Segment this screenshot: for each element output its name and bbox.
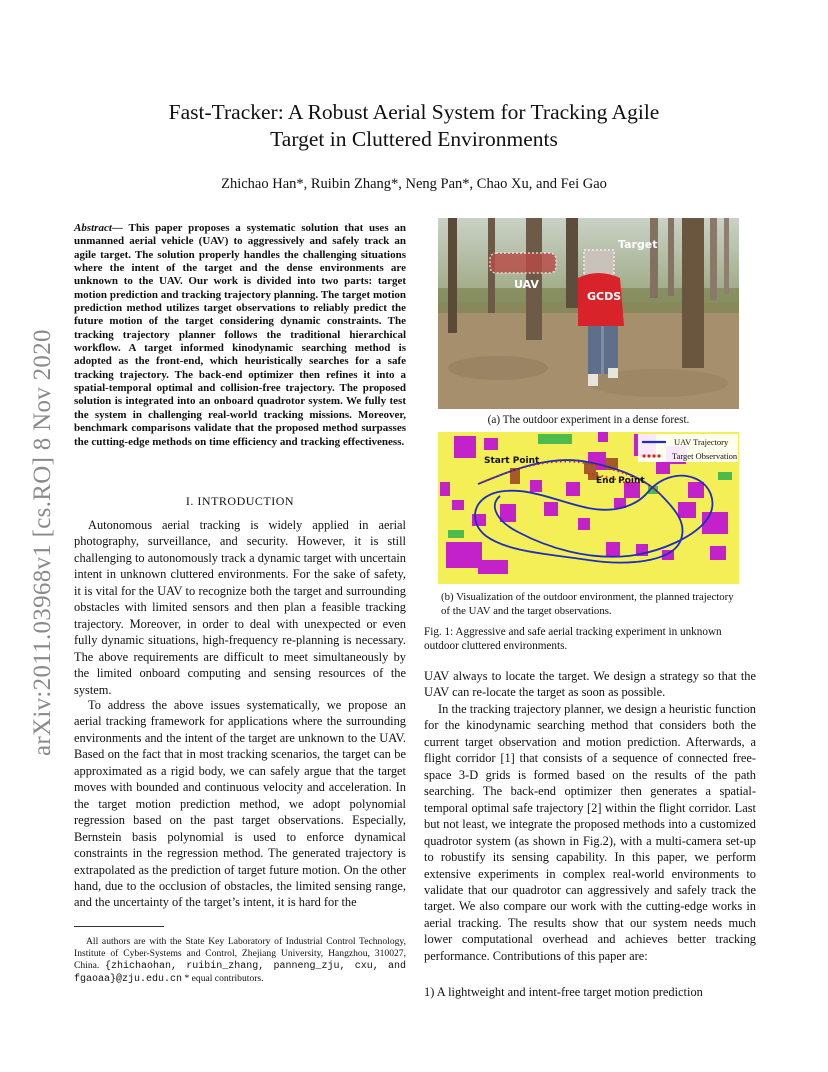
footnote-emails: {zhichaohan, ruibin_zhang, panneng_zju, cxu, and fgaoaa}@zju.edu.cn bbox=[74, 961, 407, 985]
title-line-1: Fast-Tracker: A Robust Aerial System for Tracking Agile bbox=[168, 100, 660, 124]
figure-caption-b: (b) Visualization of the outdoor environment, the planned trajectory of the UAV and the target observations. bbox=[441, 591, 734, 617]
intro-paragraph-2: To address the above issues systematically, we propose an aerial tracking framework for applications where the surrounding environments and the intent of the target are unknown to the UAV. Based on the fact that in most tracking scenarios, the target can be approximated as a rigid body, we can safely argue that the target moves with bounded and continuous velocity and acceleration. In the target motion prediction method, we adopt polynomial regression based on the past target observations. Especially, Bernstein basis polynomial is used to enforce dynamical constraints in the regression method. The generated trajectory is extrapolated as the prediction of target future motion. On the other hand, due to the occlusion of obstacles, the limited sensing range, and the uncertainty of the target’s intent, it is hard for the bbox=[74, 698, 406, 910]
intro-paragraph-1: Autonomous aerial tracking is widely applied in aerial photography, surveillance, and security. However, it is still challenging to autonomously track a dynamic target with uncertain intent in unknown cluttered environments. For the sake of safety, it is vital for the UAV to recognize both the target and surrounding obstacles with limited sensors and then plan a feasible tracking trajectory. Moreover, in order to deal with unexpected or even fully dynamic situations, high-frequency re-planning is necessary. The above requirements are difficult to meet simultaneously by the limited onboard computing and sensing resources of the system. bbox=[74, 518, 406, 697]
footnote-tail: * equal contributors. bbox=[184, 973, 264, 984]
contribution-item-1: 1) A lightweight and intent-free target motion prediction bbox=[424, 985, 703, 999]
paper-title bbox=[100, 99, 728, 153]
right-paragraph-2: In the tracking trajectory planner, we design a heuristic function for the kinodynamic searching method that considers both the current target observation and motion prediction. Afterwards, a flight corridor [1] that consists of a sequence of connected free-space 3-D grids is formed based on the results of the path searching. The back-end optimizer then generates a spatial-temporal optimal safe trajectory [2] within the flight corridor. Last but not least, we integrate the proposed methods into a customized quadrotor system (as shown in Fig.2), with a multi-camera set-up to robustify its sensing capability. In this paper, we perform extensive experiments in complex real-world environments to validate that our quadrotor can aggressively and safely track the target. We also compare our work with the cutting-edge works in aerial tracking. The results show that our system needs much lower computational overhead and achieves better tracking performance. Contributions of this paper are: bbox=[424, 702, 756, 963]
legend-uav-trajectory: UAV Trajectory bbox=[674, 437, 729, 447]
footnote-rule bbox=[74, 926, 164, 927]
footnote-affiliation: All authors are with the State Key Laboratory of Industrial Control Technology, Institute of Cyber-Systems and Control, Zhejiang University, Hangzhou, 310027, China. bbox=[74, 936, 406, 971]
figure-caption-a: (a) The outdoor experiment in a dense forest. bbox=[487, 414, 690, 426]
abstract-text: This paper proposes a systematic solution that uses an unmanned aerial vehicle (UAV) to aggressively and safely track an agile target. The solution properly handles the challenging situations where the intent of the target and the dense environments are unknown to the UAV. Our work is divided into two parts: target motion prediction and tracking trajectory planning. The target motion prediction method utilizes target observations to reliably predict the future motion of the target considering dynamic constraints. The tracking trajectory planner follows the traditional hierarchical workflow. A target informed kinodynamic searching method is adopted as the front-end, which heuristically searches for a safe tracking trajectory. The back-end optimizer then refines it into a spatial-temporal optimal and collision-free trajectory. The proposed solution is integrated into an onboard quadrotor system. We fully test the system in challenging real-world tracking missions. Moreover, benchmark comparisons validate that the proposed method surpasses the cutting-edge methods on time efficiency and tracking effectiveness. bbox=[74, 222, 406, 448]
map-label-start: Start Point bbox=[484, 456, 540, 466]
abstract bbox=[74, 222, 406, 449]
map-label-end: End Point bbox=[596, 476, 645, 486]
photo-label-uav: UAV bbox=[514, 278, 539, 291]
author-list: Zhichao Han*, Ruibin Zhang*, Neng Pan*, Chao Xu, and Fei Gao bbox=[221, 176, 607, 192]
legend-target-observation: Target Observation bbox=[672, 451, 738, 461]
shirt-text: GCDS bbox=[587, 290, 622, 303]
arxiv-identifier bbox=[16, 286, 60, 756]
footnote bbox=[74, 936, 406, 986]
abstract-lead: Abstract— bbox=[74, 222, 123, 234]
figure-1-caption: Fig. 1: Aggressive and safe aerial tracking experiment in unknown outdoor cluttered environments. bbox=[424, 626, 722, 652]
right-paragraph-1: UAV always to locate the target. We design a strategy so that the UAV can re-locate the target as soon as possible. bbox=[424, 669, 756, 700]
photo-label-target: Target bbox=[618, 238, 658, 251]
arxiv-identifier-text: arXiv:2011.03968v1 [cs.RO] 8 Nov 2020 bbox=[29, 329, 56, 756]
section-heading-introduction: I. INTRODUCTION bbox=[185, 494, 295, 508]
figure-map-visualization bbox=[438, 432, 739, 584]
figure-photo-forest bbox=[438, 218, 739, 409]
title-line-2: Target in Cluttered Environments bbox=[270, 127, 558, 151]
